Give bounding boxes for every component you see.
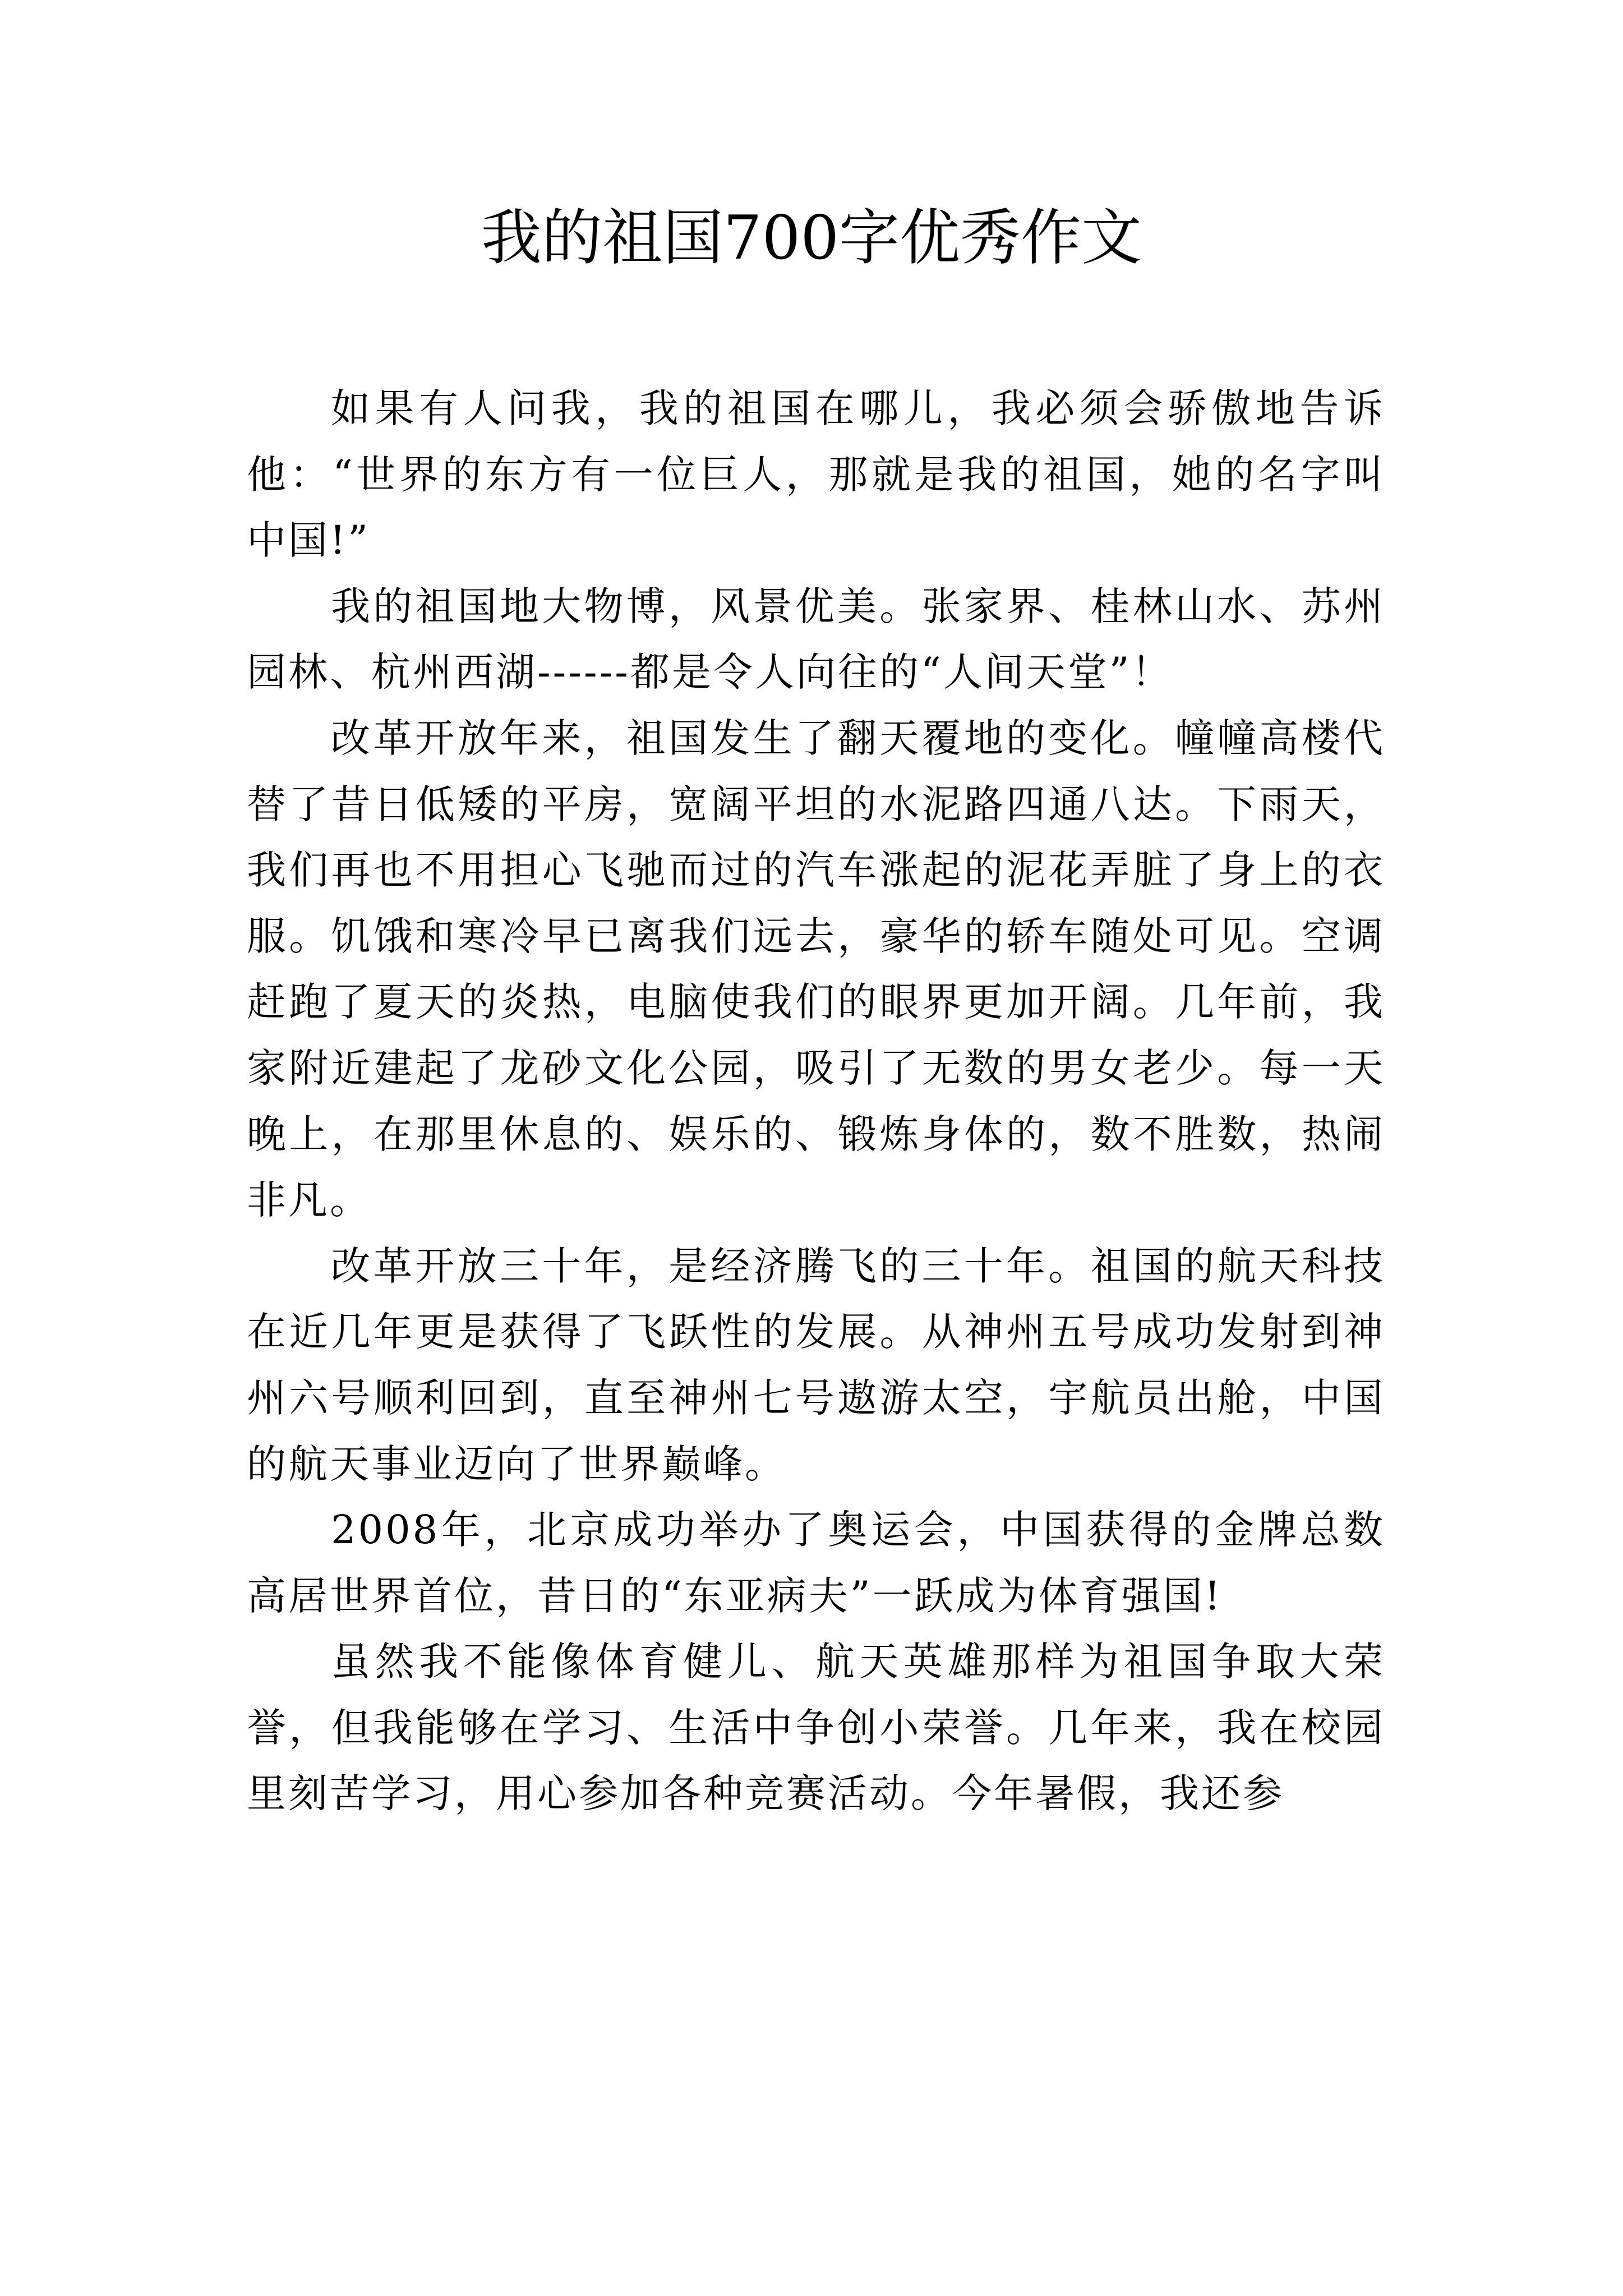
paragraph: 2008年，北京成功举办了奥运会，中国获得的金牌总数高居世界首位，昔日的“东亚病夫”一跃成为体育强国! — [247, 1507, 1385, 1619]
paragraph: 改革开放三十年，是经济腾飞的三十年。祖国的航天科技在近几年更是获得了飞跃性的发展。从神州五号成功发射到神州六号顺利回到，直至神州七号遨游太空，宇航员出舱，中国的航天事业迈向了世界巅峰。 — [247, 1243, 1385, 1487]
paragraph: 改革开放年来，祖国发生了翻天覆地的变化。幢幢高楼代替了昔日低矮的平房，宽阔平坦的水泥路四通八达。下雨天，我们再也不用担心飞驰而过的汽车涨起的泥花弄脏了身上的衣服。饥饿和寒冷早已离我们远去，豪华的轿车随处可见。空调赶跑了夏天的炎热，电脑使我们的眼界更加开阔。几年前，我家附近建起了龙砂文化公园，吸引了无数的男女老少。每一天晚上，在那里休息的、娱乐的、锻炼身体的，数不胜数，热闹非凡。 — [247, 715, 1385, 1223]
document-title: 我的祖国700字优秀作文 — [481, 203, 1142, 273]
paragraph: 虽然我不能像体育健儿、航天英雄那样为祖国争取大荣誉，但我能够在学习、生活中争创小荣誉。几年来，我在校园里刻苦学习，用心参加各种竞赛活动。今年暑假，我还参 — [247, 1639, 1385, 1817]
paragraph: 我的祖国地大物博，风景优美。张家界、桂林山水、苏州园林、杭州西湖------都是令人向往的“人间天堂”！ — [247, 583, 1385, 696]
document-body — [247, 376, 1385, 1827]
paragraph: 如果有人问我，我的祖国在哪儿，我必须会骄傲地告诉他：“世界的东方有一位巨人，那就是我的祖国，她的名字叫中国!” — [247, 385, 1385, 564]
